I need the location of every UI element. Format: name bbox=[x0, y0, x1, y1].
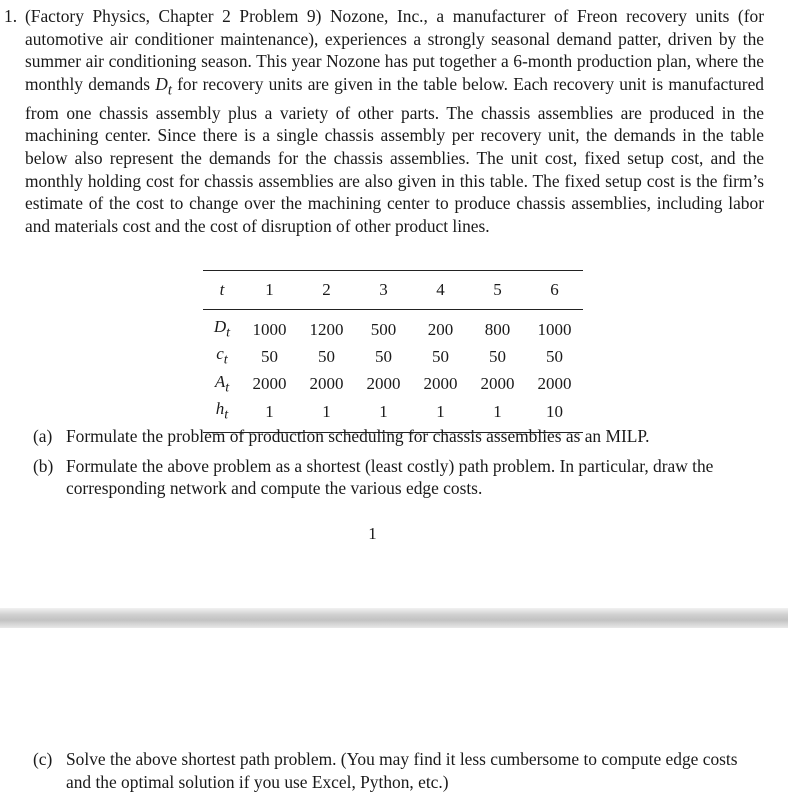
table-cell: 500 bbox=[370, 319, 397, 339]
table-cell: 50 bbox=[546, 347, 563, 367]
problem-text-part-2: for recovery units are given in the table below. Each recovery unit is manufactured from one chassis assembly plus a variety of other parts. The chassis assemblies are produced in the machining center. Since there is a single chassis assembly per recovery unit, the demands in the table below also represent the demands for the chassis assemblies. The unit cost, fixed setup cost, and the monthly holding cost for chassis assemblies are also given in this table. The fixed setup cost is the firm’s estimate of the cost to change over the machining center to produce chassis assemblies, including labor and materials cost and the cost of disruption of other product lines. bbox=[25, 73, 764, 236]
table-cell: 800 bbox=[484, 319, 511, 339]
table-header-row bbox=[203, 271, 583, 310]
table-cell: 1 bbox=[493, 401, 502, 421]
part-b bbox=[33, 455, 763, 500]
table-cell: 1 bbox=[322, 401, 331, 421]
table-cell: 1000 bbox=[252, 319, 287, 339]
table-cell: 1 bbox=[379, 401, 388, 421]
problem-text-part-1: (Factory Physics, Chapter 2 Problem 9) Nozone, Inc., a manufacturer of Freon recovery units (for automotive air conditioner maintenance), experiences a strongly seasonal demand patter, driven by the summer air conditioning season. This year Nozone has put together a 6-month production plan, where the monthly demands bbox=[25, 6, 764, 94]
period-header: 2 bbox=[298, 271, 355, 310]
part-c-text: Solve the above shortest path problem. (You may find it less cumbersome to compute edge costs and the optimal solution if you use Excel, Python, etc.) bbox=[66, 749, 738, 792]
part-a-label: (a) bbox=[33, 426, 53, 446]
page-number: 1 bbox=[368, 524, 377, 543]
part-c-label: (c) bbox=[33, 749, 53, 769]
table-row-demand bbox=[203, 310, 583, 344]
table-cell: 50 bbox=[432, 347, 449, 367]
table-cell: 1000 bbox=[537, 319, 572, 339]
table-cell: 200 bbox=[427, 319, 454, 339]
period-header: 3 bbox=[355, 271, 412, 310]
table-cell: 2000 bbox=[366, 374, 401, 394]
table-cell: 2000 bbox=[537, 374, 572, 394]
table-cell: 1 bbox=[436, 401, 445, 421]
demand-variable: $D_t$ bbox=[155, 73, 172, 99]
table-cell: 2000 bbox=[423, 374, 458, 394]
data-table bbox=[203, 270, 583, 433]
table-cell: 50 bbox=[318, 347, 335, 367]
period-header: 4 bbox=[412, 271, 469, 310]
part-b-text: Formulate the above problem as a shortest (least costly) path problem. In particular, draw the corresponding network and compute the various edge costs. bbox=[66, 455, 714, 499]
table-row-unit-cost bbox=[203, 343, 583, 370]
header-label: t bbox=[203, 271, 241, 310]
table-cell: 2000 bbox=[480, 374, 515, 394]
table-cell: 50 bbox=[375, 347, 392, 367]
part-c bbox=[33, 748, 763, 793]
problem-statement bbox=[4, 5, 764, 237]
problem-number: 1. bbox=[4, 6, 18, 26]
table-cell: 1 bbox=[265, 401, 274, 421]
part-b-label: (b) bbox=[33, 455, 54, 476]
problem-text bbox=[25, 5, 764, 237]
period-header: 1 bbox=[241, 271, 298, 310]
table-cell: 10 bbox=[546, 401, 563, 421]
part-a bbox=[33, 425, 763, 448]
row-label: $D_t$ bbox=[213, 317, 231, 341]
table-cell: 1200 bbox=[309, 319, 344, 339]
table-cell: 2000 bbox=[252, 374, 287, 394]
table-row-setup-cost bbox=[203, 371, 583, 398]
part-a-text: Formulate the problem of production scheduling for chassis assemblies as an MILP. bbox=[66, 426, 650, 446]
sub-questions bbox=[33, 425, 763, 500]
row-label: $c_t$ bbox=[216, 344, 228, 368]
sub-question-c bbox=[33, 748, 763, 793]
table-cell: 2000 bbox=[309, 374, 344, 394]
table-cell: 50 bbox=[261, 347, 278, 367]
row-label: $A_t$ bbox=[214, 371, 230, 396]
table-cell: 50 bbox=[489, 347, 506, 367]
period-header: 5 bbox=[469, 271, 526, 310]
row-label: $h_t$ bbox=[215, 399, 229, 423]
period-header: 6 bbox=[526, 271, 583, 310]
page-separator bbox=[0, 608, 788, 628]
